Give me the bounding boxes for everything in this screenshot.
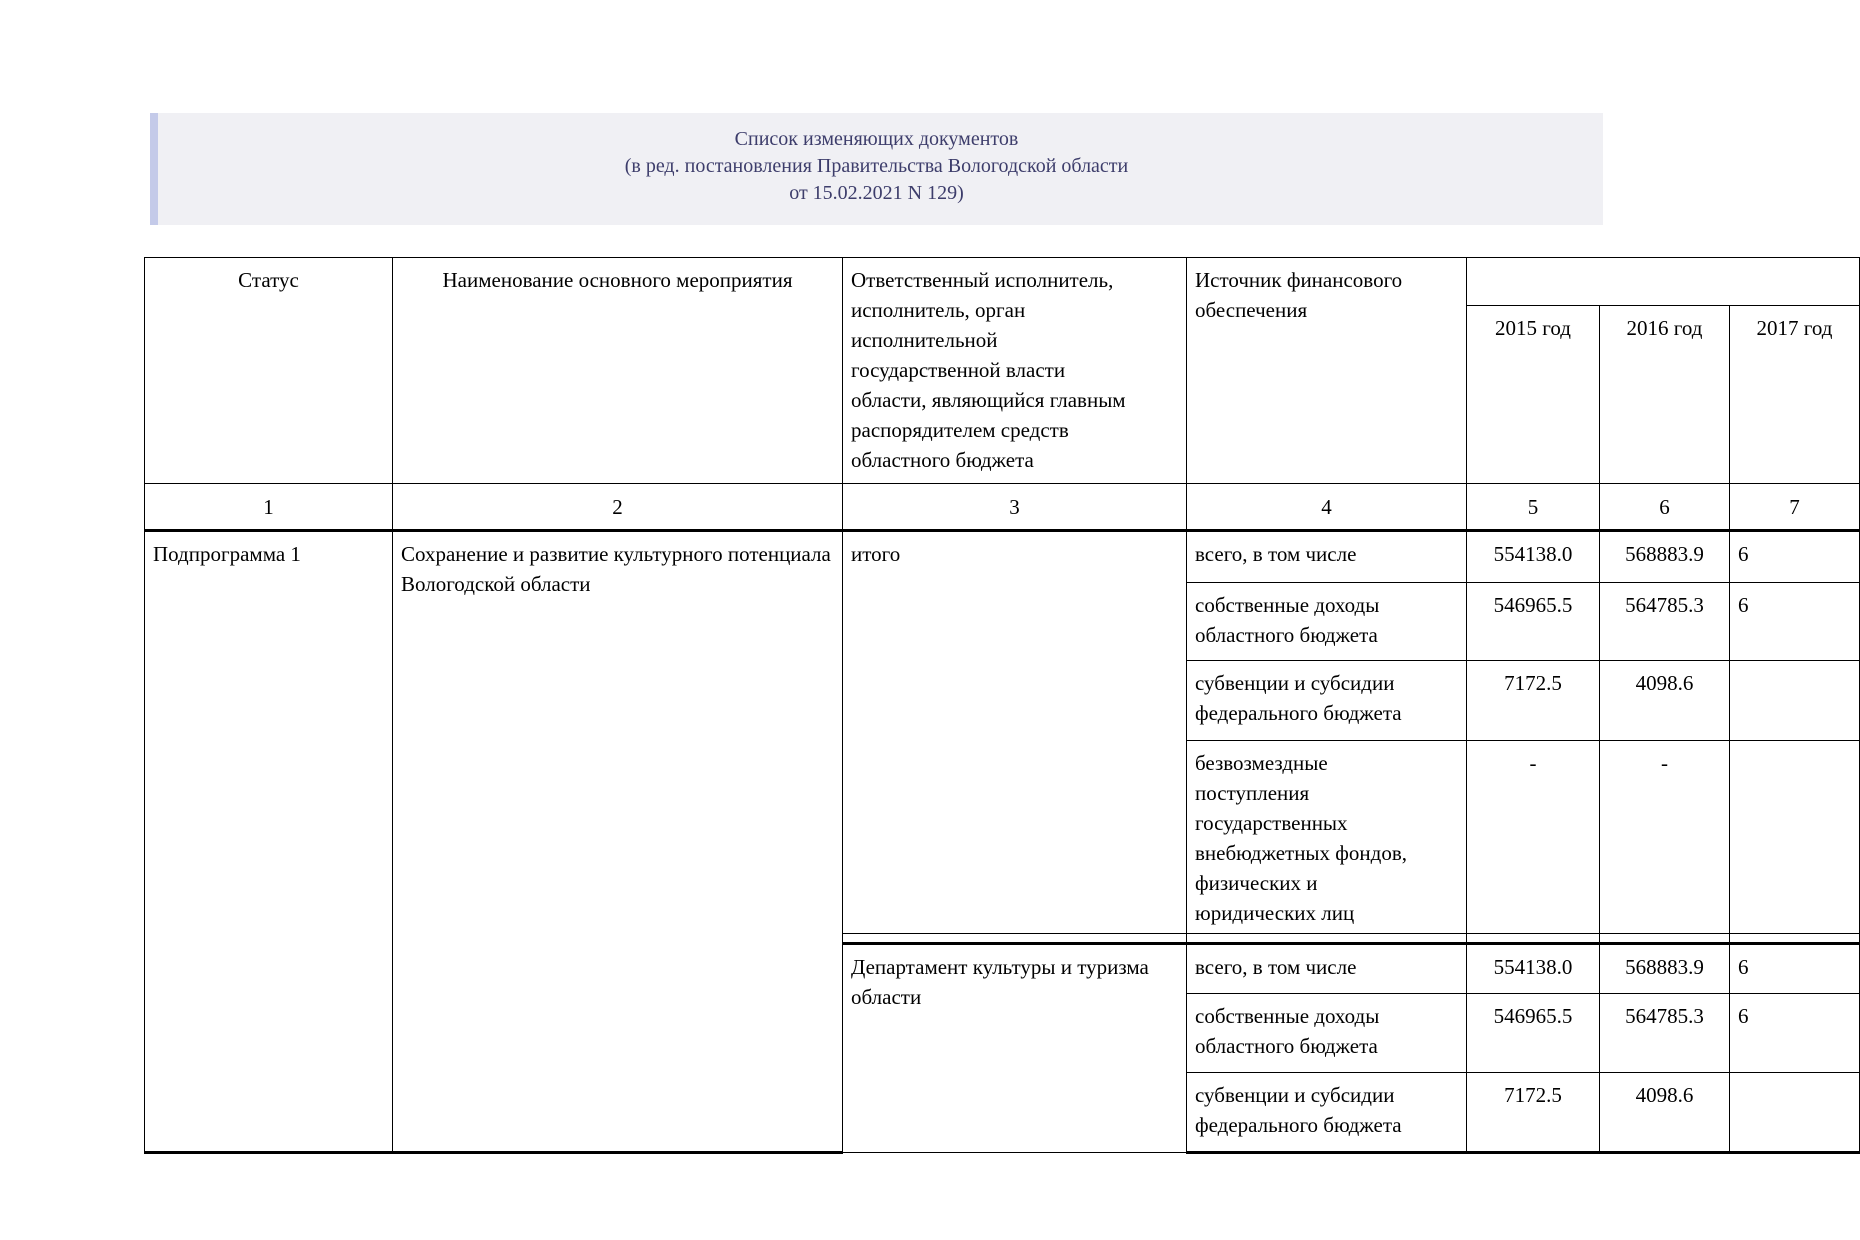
funding-source-line: государственных: [1195, 811, 1348, 835]
separator-cell: [1730, 934, 1860, 944]
header-years-span: [1467, 258, 1860, 306]
cell-executor-department: Департамент культуры и туризма области: [843, 944, 1187, 1153]
notice-line-1: Список изменяющих документов: [734, 128, 1019, 150]
funding-source-line: физических и: [1195, 871, 1318, 895]
cell-event-name: Сохранение и развитие культурного потенциала Вологодской области: [393, 531, 843, 1153]
budget-table: [144, 257, 1860, 1154]
cell-value-2015: 546965.5: [1467, 583, 1600, 661]
cell-value-2015: 546965.5: [1467, 994, 1600, 1073]
funding-source-line: безвозмездные: [1195, 751, 1328, 775]
notice-line-2: (в ред. постановления Правительства Вологодской области: [624, 155, 1129, 177]
header-year-2016: 2016 год: [1600, 306, 1730, 484]
cell-value-2016: 4098.6: [1600, 661, 1730, 741]
cell-value-2015: 554138.0: [1467, 531, 1600, 583]
header-executor-line: области, являющийся главным: [851, 388, 1126, 412]
separator-cell: [1467, 934, 1600, 944]
header-executor-line: Ответственный исполнитель,: [851, 268, 1114, 292]
cell-value-2016: 568883.9: [1600, 944, 1730, 994]
header-executor-line: исполнительной: [851, 328, 998, 352]
notice-accent-bar: [150, 113, 158, 225]
cell-funding-source: [1187, 741, 1467, 934]
cell-funding-source: субвенции и субсидии федерального бюджета: [1187, 661, 1467, 741]
header-event-name: Наименование основного мероприятия: [393, 258, 843, 484]
cell-funding-source: всего, в том числе: [1187, 531, 1467, 583]
column-number: 5: [1467, 484, 1600, 531]
header-executor-line: исполнитель, орган: [851, 298, 1026, 322]
header-year-2015: 2015 год: [1467, 306, 1600, 484]
header-executor: [843, 258, 1187, 484]
header-row-top: [145, 258, 1860, 306]
separator-cell: [1187, 934, 1467, 944]
separator-cell: [843, 934, 1187, 944]
column-number: 3: [843, 484, 1187, 531]
cell-value-2016: 4098.6: [1600, 1073, 1730, 1153]
cell-value-2016: 564785.3: [1600, 994, 1730, 1073]
column-number: 4: [1187, 484, 1467, 531]
header-executor-line: государственной власти: [851, 358, 1066, 382]
amendments-notice: [150, 113, 1603, 225]
cell-value-2015: -: [1467, 741, 1600, 934]
cell-funding-source: собственные доходы областного бюджета: [1187, 994, 1467, 1073]
header-status: Статус: [145, 258, 393, 484]
cell-value-2016: 568883.9: [1600, 531, 1730, 583]
cell-value-2015: 7172.5: [1467, 1073, 1600, 1153]
cell-value-2017-clipped: [1730, 661, 1860, 741]
header-executor-line: областного бюджета: [851, 448, 1034, 472]
funding-source-line: внебюджетных фондов,: [1195, 841, 1407, 865]
separator-cell: [1600, 934, 1730, 944]
cell-value-2017-clipped: 6: [1730, 944, 1860, 994]
cell-funding-source: всего, в том числе: [1187, 944, 1467, 994]
funding-source-line: поступления: [1195, 781, 1310, 805]
cell-value-2017-clipped: [1730, 741, 1860, 934]
column-number: 7: [1730, 484, 1860, 531]
notice-line-3: от 15.02.2021 N 129): [789, 182, 964, 204]
header-funding-source: Источник финансового обеспечения: [1187, 258, 1467, 484]
cell-value-2015: 7172.5: [1467, 661, 1600, 741]
cell-value-2017-clipped: 6: [1730, 994, 1860, 1073]
cell-funding-source: субвенции и субсидии федерального бюджета: [1187, 1073, 1467, 1153]
header-executor-line: распорядителем средств: [851, 418, 1069, 442]
cell-value-2017-clipped: [1730, 1073, 1860, 1153]
column-number: 2: [393, 484, 843, 531]
funding-source-line: юридических лиц: [1195, 901, 1355, 925]
cell-funding-source: собственные доходы областного бюджета: [1187, 583, 1467, 661]
cell-value-2015: 554138.0: [1467, 944, 1600, 994]
cell-value-2016: -: [1600, 741, 1730, 934]
cell-status: Подпрограмма 1: [145, 531, 393, 1153]
column-number: 6: [1600, 484, 1730, 531]
column-number: 1: [145, 484, 393, 531]
cell-executor-total: итого: [843, 531, 1187, 934]
cell-value-2016: 564785.3: [1600, 583, 1730, 661]
cell-value-2017-clipped: 6: [1730, 531, 1860, 583]
table-row: [145, 531, 1860, 583]
column-numbers-row: [145, 484, 1860, 531]
header-year-2017: 2017 год: [1730, 306, 1860, 484]
cell-value-2017-clipped: 6: [1730, 583, 1860, 661]
